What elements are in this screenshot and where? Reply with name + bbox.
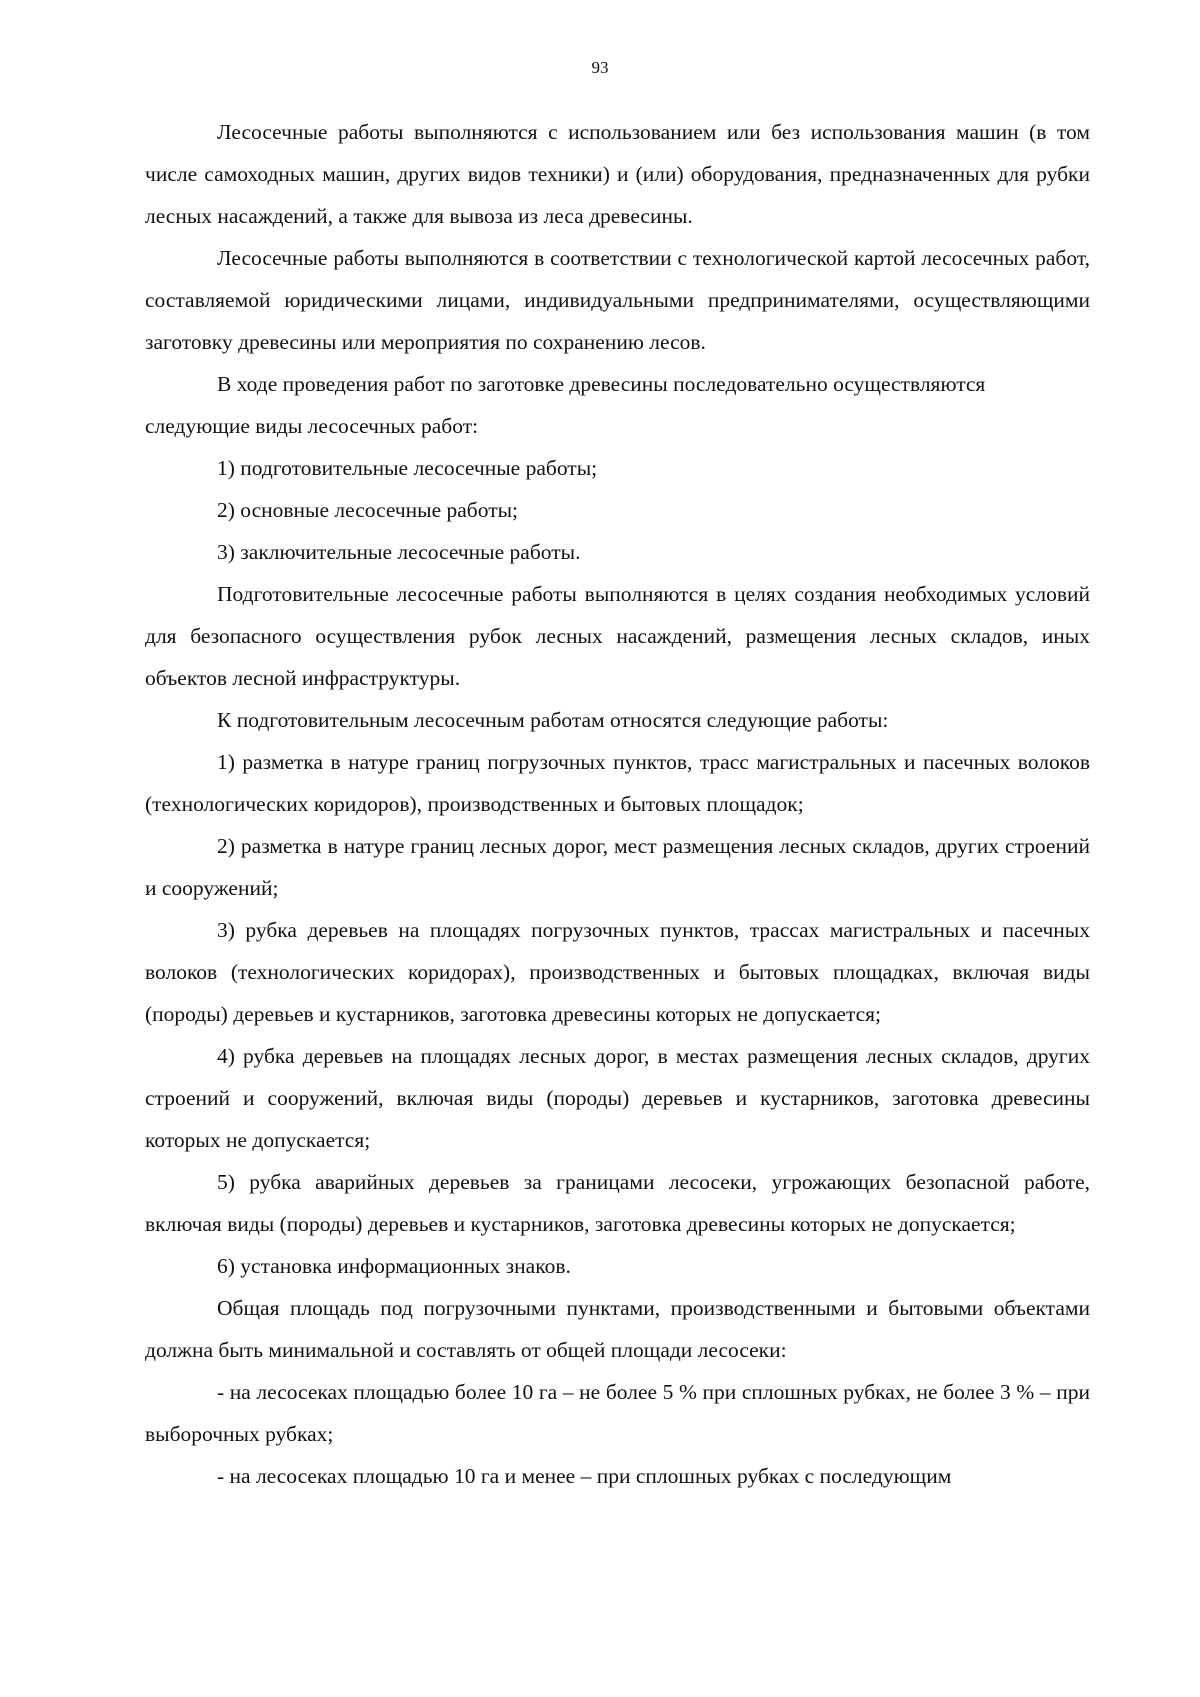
list-item-felling-loading-points: 3) рубка деревьев на площадях погрузочных пунктов, трассах магистральных и пасечных волоков (технологических коридорах), производственных и бытовых площадках, включая виды (породы) деревьев и кустарников, заготовка древесины которых не допускается; <box>145 918 1090 1026</box>
list-item-area-10ha-or-less: - на лесосеках площадью 10 га и менее – при сплошных рубках с последующим <box>217 1464 952 1488</box>
paragraph-preparatory-list-intro: К подготовительным лесосечным работам относятся следующие работы: <box>217 708 889 732</box>
paragraph-technological-map: Лесосечные работы выполняются в соответствии с технологической картой лесосечных работ, составляемой юридическими лицами, индивидуальными предпринимателями, осуществляющими заготовку древесины или мероприятия по сохранению лесов. <box>145 246 1090 354</box>
list-item-felling-forest-roads: 4) рубка деревьев на площадях лесных дорог, в местах размещения лесных складов, других строений и сооружений, включая виды (породы) деревьев и кустарников, заготовка древесины которых не допускается; <box>145 1044 1090 1152</box>
paragraph-logging-machines: Лесосечные работы выполняются с использованием или без использования машин (в том числе самоходных машин, других видов техники) и (или) оборудования, предназначенных для рубки лесных насаждений, а также для вывоза из леса древесины. <box>145 120 1090 228</box>
paragraph-work-types-intro: В ходе проведения работ по заготовке древесины последовательно осуществляются следующие виды лесосечных работ: <box>145 372 986 438</box>
list-item-marking-forest-roads: 2) разметка в натуре границ лесных дорог, мест размещения лесных складов, других строений и сооружений; <box>145 834 1090 900</box>
paragraph-preparatory-purpose: Подготовительные лесосечные работы выполняются в целях создания необходимых условий для безопасного осуществления рубок лесных насаждений, размещения лесных складов, иных объектов лесной инфраструктуры. <box>145 582 1090 690</box>
paragraph-total-area: Общая площадь под погрузочными пунктами, производственными и бытовыми объектами должна быть минимальной и составлять от общей площади лесосеки: <box>145 1296 1090 1362</box>
page-number: 93 <box>591 58 609 77</box>
list-item-main-works: 2) основные лесосечные работы; <box>217 498 519 522</box>
list-item-marking-loading-points: 1) разметка в натуре границ погрузочных пунктов, трасс магистральных и пасечных волоков (технологических коридоров), производственных и бытовых площадок; <box>145 750 1090 816</box>
document-body <box>145 111 1090 1497</box>
list-item-final-works: 3) заключительные лесосечные работы. <box>217 540 581 564</box>
list-item-preparatory-works: 1) подготовительные лесосечные работы; <box>217 456 598 480</box>
list-item-area-over-10ha: - на лесосеках площадью более 10 га – не более 5 % при сплошных рубках, не более 3 % – при выборочных рубках; <box>145 1380 1090 1446</box>
list-item-felling-hazard-trees: 5) рубка аварийных деревьев за границами лесосеки, угрожающих безопасной работе, включая виды (породы) деревьев и кустарников, заготовка древесины которых не допускается; <box>145 1170 1090 1236</box>
list-item-information-signs: 6) установка информационных знаков. <box>217 1254 571 1278</box>
